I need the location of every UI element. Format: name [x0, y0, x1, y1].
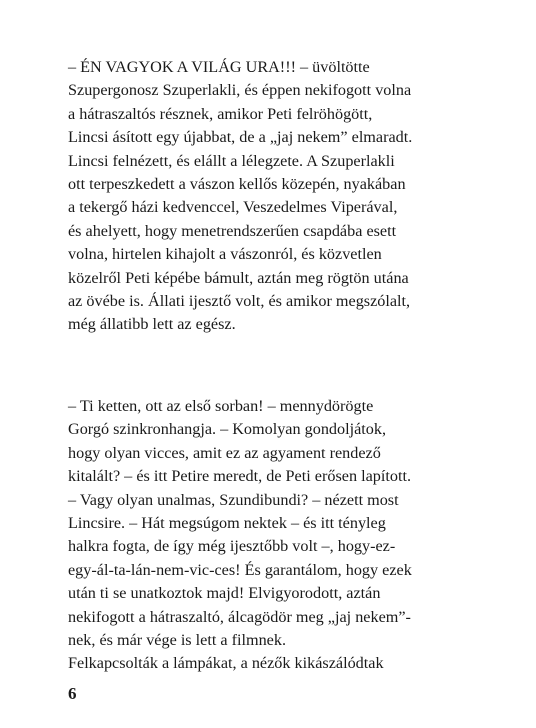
paragraph-2: [68, 395, 478, 676]
text-line: nek, és már vége is lett a filmnek.: [68, 630, 287, 649]
text-line: – Ti ketten, ott az első sorban! – mennydörögte: [68, 397, 374, 415]
paragraph-1: [68, 56, 478, 337]
text-line: az övébe is. Állati ijesztő volt, és amikor megszólalt,: [68, 291, 411, 310]
text-line: és ahelyett, hogy menetrendszerűen csapdába esett: [68, 221, 397, 240]
text-line: Szupergonosz Szuperlakli, és éppen nekifogott volna: [68, 81, 412, 100]
text-line: a hátraszaltós résznek, amikor Peti felröhögött,: [68, 104, 373, 123]
text-line: – ÉN VAGYOK A VILÁG URA!!! – üvöltötte: [68, 58, 370, 76]
text-line: Lincsi ásított egy újabbat, de a „jaj nekem” elmaradt.: [68, 128, 413, 147]
text-line: Lincsire. – Hát megsúgom nektek – és itt tényleg: [68, 513, 386, 532]
page-number: 6: [68, 684, 77, 703]
text-line: nekifogott a hátraszaltó, álcagödör meg „jaj nekem”-: [68, 607, 411, 626]
text-line: volna, hirtelen kihajolt a vászonról, és közvetlen: [68, 245, 382, 264]
text-line: halkra fogta, de így még ijesztőbb volt –, hogy-ez-: [68, 537, 396, 556]
text-line: a tekergő házi kedvenccel, Veszedelmes Viperával,: [68, 198, 398, 217]
text-line: ott terpeszkedett a vászon kellős közepén, nyakában: [68, 174, 406, 193]
text-line: – Vagy olyan unalmas, Szundibundi? – nézett most: [68, 490, 399, 509]
text-line: Gorgó szinkronhangja. – Komolyan gondoljátok,: [68, 420, 387, 439]
text-line: közelről Peti képébe bámult, aztán meg rögtön utána: [68, 268, 409, 287]
text-line: Lincsi felnézett, és elállt a lélegzete. A Szuperlakli: [68, 151, 395, 170]
text-line: kitalált? – és itt Petire meredt, de Peti erősen lapított.: [68, 467, 411, 486]
text-line: hogy olyan vicces, amit ez az agyament rendező: [68, 443, 381, 462]
text-line: Felkapcsolták a lámpákat, a nézők kikászálódtak: [68, 654, 384, 673]
text-line: egy-ál-ta-lán-nem-vic-ces! És garantálom, hogy ezek: [68, 560, 412, 579]
text-line: még állatibb lett az egész.: [68, 315, 236, 334]
text-line: után ti se unatkoztok majd! Elvigyorodott, aztán: [68, 584, 381, 603]
